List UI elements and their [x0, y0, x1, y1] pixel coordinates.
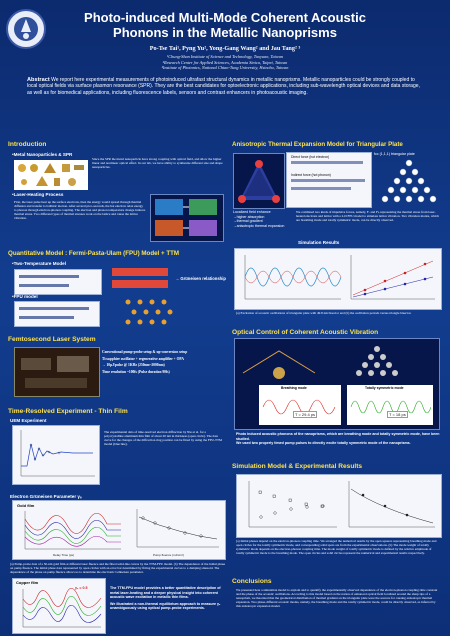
- abstract: [27, 77, 424, 96]
- totally-symmetric-plot: [349, 391, 431, 423]
- breathing-mode-label: Breathing mode: [281, 386, 307, 390]
- anisotropic-text: We combined two kinds of impulsive forces, namely, Fₑ and Fₚ representing the thermal stress from laser-heated electrons and lattice with a 2-D FPU model to simulate lattice vibration. Two vibration modes, which are breathing mode and totally symmetric mode, can be directly observed.: [296, 210, 439, 223]
- pump-pulse-diagram: [239, 343, 319, 383]
- laser-heating-text: First, the laser pulse heat up the surface electrons, then the energy would spread through thermal diffusion and transfer to ballistic motion. After several pico-seconds, the hot electron relax energy to phonon through electron-phonon coupling. The electron and phonon temperature change induces thermal stress. Two different types of thermal stresses work on the lattice and cause the lattice vibration.: [14, 200, 146, 221]
- pump-fluence-axis-label: Pump fluence (mJ/cm²): [153, 553, 185, 557]
- affiliation-1: ¹Chung-Shan Institute of Science and Technology, Taoyuan, Taiwan: [167, 54, 283, 59]
- force-equation-3: [291, 187, 351, 190]
- gamma-value-label: γₑ = 0.5: [75, 586, 88, 590]
- ocav-bullet-2: We used two properly timed pump pulses to directly excite totally symmetric mode of the nanoprisms.: [236, 441, 411, 446]
- femto-item-2: Ti:sapphire oscillator + regenerative amplifier + OPA: [102, 356, 184, 361]
- time-resolved-heading: Time-Resolved Experiment - Thin Film: [8, 408, 128, 415]
- title-line-1: Photo-induced Multi-Mode Coherent Acoustic: [84, 10, 366, 25]
- simulation-model-panel: [236, 474, 442, 538]
- affiliations: [60, 54, 390, 71]
- copper-film-plot: [17, 587, 103, 631]
- femto-item-3: → 10μJ/pulse @ 1KHz (250nm~2000nm): [102, 363, 165, 368]
- gold-film-label: Gold film: [17, 503, 35, 508]
- field-enhancement-map: [233, 153, 285, 209]
- gold-film-panel: [12, 500, 226, 560]
- aniso-bullet-1: Localized field enhance: [233, 210, 271, 214]
- breathing-period-label: T = 29.4 ps: [295, 412, 316, 417]
- simulation-results-caption: (a) Excitation of acoustic oscillations of triangular plate with 49.8 nm bisector and (b) the oscillation periods versus triangle bisector.: [236, 311, 412, 315]
- equation-highlight-1: [112, 268, 168, 276]
- optical-control-heading: Optical Control of Coherent Acoustic Vibration: [232, 329, 379, 336]
- triangle-field-image: [234, 154, 284, 208]
- laser-heating-heading: •Laser-Heating Process: [12, 192, 64, 197]
- simulation-results-heading: Simulation Results: [298, 240, 340, 245]
- gold-film-plot: [17, 509, 125, 555]
- femto-item-4: Time resolution ~100fs (Pulse duration 90fs): [102, 369, 170, 374]
- nanoprism-spheres-diagram: [327, 343, 427, 383]
- totally-symmetric-chart: [347, 385, 433, 425]
- femtosecond-heading: Femtosecond Laser System: [8, 336, 96, 343]
- gruneisen-relationship-label: → Grüneisen relationship: [175, 276, 226, 281]
- laser-heating-diagram: [150, 194, 224, 242]
- uem-chart: [12, 425, 100, 485]
- simulation-model-caption: (a) Initial phases depend on the electron-phonon coupling time. We arranged the numerical results by the open squares representing breathing mode and open circles for the totally symmetric mode, and corresponding solid spots are from the experimental observations. (b) The mode weight of totally symmetric mode depends on the electron-phonon coupling time. The mode weight of totally symmetric mode is defined by the relative amplitude of totally symmetric mode to the breathing mode. The open circles and solid circles represent the numerical and experimental results respectively.: [236, 539, 437, 556]
- aniso-bullet-3: →thermal gradient: [233, 219, 263, 224]
- conclusions-heading: Conclusions: [232, 578, 272, 585]
- conclusions-text: We presented here a simulation model to explain and to quantify the experimentally observed dependence of the electron-phonon coupling time constant and the phase of the acoustic oscillations. According to this model based on the notion of enhanced optical field localized around the sharp tips of a nanoprism, we theorized that the geometrical distribution of thermal gradient on the triangular plate were the sources for causing anisotropic thermal expansion. Two phase-different acoustic modes, namely, the breathing mode and the totally symmetric mode, could be directly observed, as inferred by this anisotropic expansion model.: [236, 588, 438, 609]
- equation-highlight-2: [112, 280, 168, 288]
- lattice-spring-diagram: [120, 294, 180, 326]
- nanoparticle-shapes: [14, 160, 88, 190]
- abstract-label: Abstract: [27, 77, 50, 83]
- direct-force-equation: [291, 161, 363, 164]
- oscillation-plot: [239, 253, 343, 305]
- uem-text: The experimental data of time-resolved electron diffraction by Nie et al. for a polycrystalline aluminum thin film of about 20 nm in thickness (open circle). The data curve for the changes of the diffraction ring position can be fitted by using the FPU-TTM model (blue line).: [104, 430, 222, 447]
- simulation-results-panel: [234, 248, 442, 310]
- institute-logo: [5, 8, 47, 50]
- uem-plot: [13, 426, 99, 484]
- initial-phase-vs-coupling-plot: [241, 479, 339, 533]
- metal-nanoparticles-heading: •Metal Nanoparticles & SPR: [12, 152, 73, 157]
- poster-title: [60, 10, 390, 40]
- period-vs-bisector-plot: [345, 253, 437, 305]
- initial-phase-plot: [129, 507, 221, 553]
- laser-system-photo: [14, 347, 100, 397]
- breathing-mode-plot: [261, 391, 339, 423]
- gold-film-caption: (a) Pump-probe data of a 50-nm gold film at different laser fluence and the fitted solid-line curves by the TTM-FPU model. (b) The dependence of the initial phase on pump fluence. The initial phase data represented by open circles with an error bar determined by fitting the experimental curves to a damping sinusoid. The dependence of the phase on pump fluence allows us to determine the electronic Grüneisen parameter.: [10, 562, 226, 575]
- laser-heating-schematic: [151, 195, 223, 241]
- affiliation-2: ²Research Center for Applied Sciences, Academia Sinica, Taipei, Taiwan: [162, 59, 288, 65]
- fcc-label: fcc (1,1,1) triangular plate: [374, 152, 415, 156]
- affiliation-3: ³Institute of Photonics, National Chiao-Tung University, Hsinchu, Taiwan: [161, 65, 289, 71]
- title-line-2: Phonons in the Metallic Nanoprisms: [113, 25, 337, 40]
- ttm-equations: [14, 269, 102, 295]
- simulation-model-heading: Simulation Model & Experimental Results: [232, 463, 363, 470]
- breathing-mode-chart: [259, 385, 341, 425]
- fcc-triangle-lattice: [376, 158, 442, 210]
- laser-table-image: [15, 348, 99, 396]
- anisotropic-heading: Anisotropic Thermal Expansion Model for Triangular Plate: [232, 141, 403, 148]
- copper-text: [110, 586, 226, 611]
- fpu-heading: Quantitative Model : Fermi-Pasta-Ulam (FPU) Model + TTM: [8, 250, 180, 257]
- indirect-force-equation: [291, 179, 365, 182]
- mode-weight-plot: [341, 479, 437, 533]
- field-enhancement-bullets: [233, 210, 293, 228]
- authors: Po-Tse Tai¹, Pyng Yu², Yong-Gang Wang² and Jau Tang² ³: [149, 45, 301, 52]
- femtosecond-specs: [102, 349, 230, 375]
- abstract-text: We report here experimental measurements of photoinduced ultrafast structural dynamics in metallic nanoprisms. Metallic nanoparticles could be strongly coupled to local optical fields via surface plasmon resonance (SPR). They are the best candidates for optoelectronic applications, including sub-wavelength optical devices and data storage, as well as for biomedical applications, including fluorescence labels, sensors and contrast enhancers in photoacoustic imaging.: [27, 77, 420, 96]
- ocav-bullet-1: Photo induced acoustic phonons of the nanoprisms, which are breathing mode and totally symmetric mode, have been studied.: [236, 432, 440, 441]
- totally-symmetric-label: Totally symmetric mode: [365, 386, 404, 390]
- copper-film-label: Copper film: [16, 580, 39, 585]
- uem-heading: UEM Experiment: [10, 418, 47, 423]
- two-temp-model-label: •Two-Temperature Model: [12, 261, 67, 266]
- gruneisen-heading: Electron Grüneisen Parameter γₑ: [10, 494, 82, 499]
- femto-item-1: Conventional pump-probe setup & up-conversion setup: [102, 350, 188, 354]
- fpu-equation-image: [15, 302, 99, 326]
- introduction-heading: Introduction: [8, 141, 47, 148]
- symmetric-period-label: T = 18 ps: [389, 412, 406, 417]
- ttm-equation-image: [15, 270, 101, 294]
- aniso-bullet-2: →higher absorption: [233, 214, 265, 219]
- fpu-equations: [14, 301, 100, 327]
- copper-film-panel: [12, 578, 106, 634]
- metal-nanoparticles-text: Since the SPR the metal nanoparticle have strong coupling with optical field, and allow the higher linear and nonlinear optical effect. In our lab, we have ability to synthesize different size and shape nanoparticles.: [92, 157, 223, 170]
- copper-text-2: We illustrated a non-thermal equilibrium approach to measure γₑ unambiguously using optical pump-probe experiments.: [110, 601, 221, 611]
- direct-force-label: Direct force (hot electron): [291, 155, 330, 159]
- copper-text-1: The TTM-FPU model provides a better quantitative description of metal laser-heating and a deeper physical insight into coherent acoustic wave excitation in metallic thin films.: [110, 586, 221, 600]
- aniso-bullet-4: →anisotropic thermal expansion: [233, 223, 285, 228]
- delay-axis-label: Delay Time (ps): [53, 553, 75, 557]
- fpu-model-label: •FPU model: [12, 294, 38, 299]
- optical-control-bullets: [236, 432, 440, 446]
- indirect-force-label: Indirect force (hot phonon): [291, 173, 331, 177]
- force-equations-panel: [286, 152, 372, 208]
- nanoparticle-images: [14, 160, 88, 190]
- optical-control-panel: [234, 338, 440, 430]
